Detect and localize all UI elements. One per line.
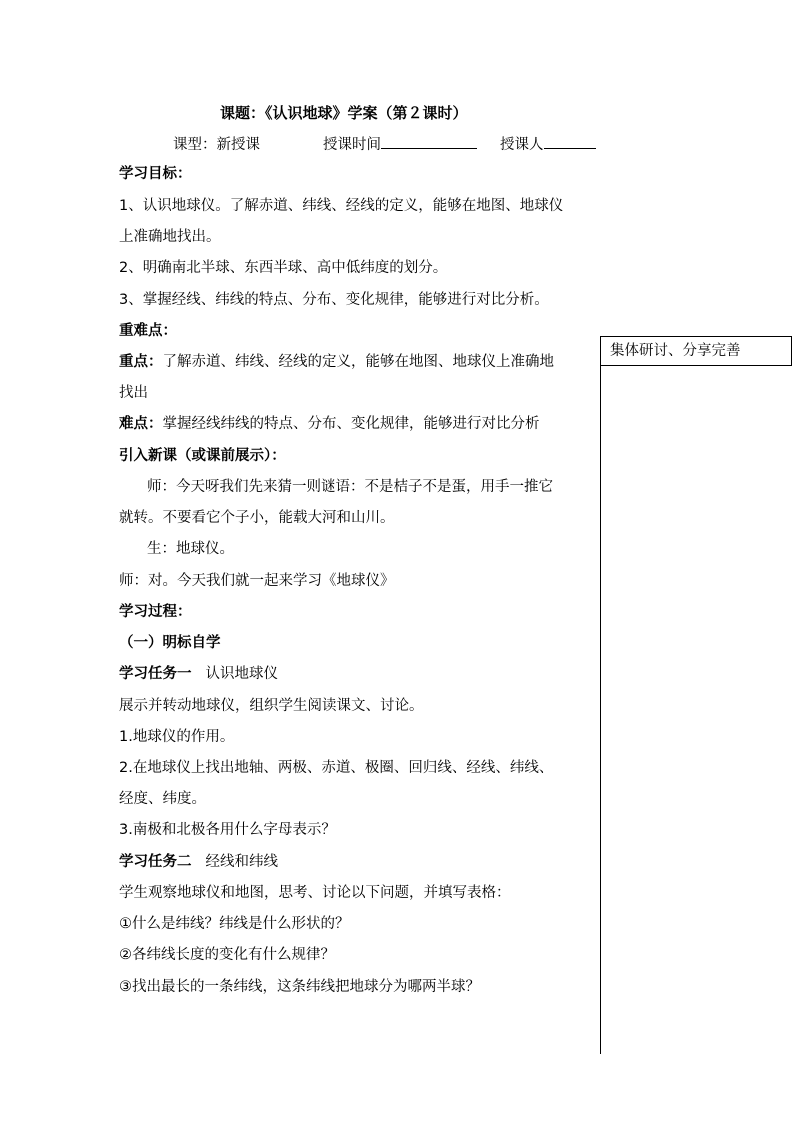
task-2-title: 经线和纬线 [205, 854, 278, 870]
difficult-point-label: 难点： [119, 416, 163, 432]
lesson-teacher-label: 授课人 [500, 137, 544, 153]
key-point-text: 了解赤道、纬线、经线的定义，能够在地图、地球仪上准确地 [162, 354, 554, 370]
difficult-point [119, 414, 540, 434]
goal-item-3: 3、掌握经线、纬线的特点、分布、变化规律，能够进行对比分析。 [119, 292, 549, 308]
sidebar-divider [600, 366, 601, 1054]
task-1-desc: 展示并转动地球仪，组织学生阅读课文、讨论。 [119, 698, 424, 714]
task-2-label: 学习任务二 [119, 854, 192, 870]
lesson-teacher-blank [544, 133, 596, 149]
sidebar-box: 集体研讨、分享完善 [600, 336, 792, 366]
key-point-cont: 找出 [119, 385, 148, 401]
section-1-title: （一）明标自学 [119, 635, 221, 651]
key-point [119, 352, 554, 372]
task-2-question-2: ②各纬线长度的变化有什么规律？ [119, 947, 335, 963]
lesson-teacher [500, 133, 596, 154]
goal-item-2: 2、明确南北半球、东西半球、高中低纬度的划分。 [119, 260, 448, 276]
goal-item-1-cont: 上准确地找出。 [119, 229, 221, 245]
task-2-desc: 学生观察地球仪和地图，思考、讨论以下问题，并填写表格： [119, 885, 511, 901]
task-2-question-1: ①什么是纬线？纬线是什么形状的？ [119, 916, 350, 932]
intro-teacher-line-2: 就转。不要看它个子小，能载大河和山川。 [119, 510, 395, 526]
task-1-question-1: 1.地球仪的作用。 [119, 729, 235, 745]
difficult-point-text: 掌握经线纬线的特点、分布、变化规律，能够进行对比分析 [162, 416, 540, 432]
keypoints-heading: 重难点： [119, 323, 177, 339]
intro-teacher-line-3: 师：对。今天我们就一起来学习《地球仪》 [119, 573, 395, 589]
task-1-question-2: 2.在地球仪上找出地轴、两极、赤道、极圈、回归线、经线、纬线、 [119, 760, 554, 776]
lesson-time [323, 133, 477, 154]
lesson-time-blank [381, 133, 477, 149]
goals-heading: 学习目标： [119, 166, 192, 182]
goal-item-1: 1、认识地球仪。了解赤道、纬线、经线的定义，能够在地图、地球仪 [119, 198, 564, 214]
task-2-question-3: ③找出最长的一条纬线，这条纬线把地球分为哪两半球？ [119, 979, 480, 995]
task-2-heading [119, 852, 278, 872]
page-title: 课题：《认识地球》学案（第２课时） [220, 104, 468, 122]
intro-teacher-line-1: 师：今天呀我们先来猜一则谜语：不是桔子不是蛋，用手一推它 [147, 479, 553, 495]
task-1-label: 学习任务一 [119, 666, 192, 682]
key-point-label: 重点： [119, 354, 163, 370]
task-1-question-2-cont: 经度、纬度。 [119, 791, 206, 807]
lesson-type: 课型：新授课 [173, 137, 260, 153]
intro-heading: 引入新课（或课前展示）： [119, 448, 286, 464]
task-1-title: 认识地球仪 [205, 666, 278, 682]
task-1-heading [119, 664, 278, 684]
lesson-time-label: 授课时间 [323, 137, 381, 153]
process-heading: 学习过程： [119, 604, 192, 620]
task-1-question-3: 3.南极和北极各用什么字母表示？ [119, 822, 336, 838]
intro-student-line: 生：地球仪。 [147, 541, 234, 557]
